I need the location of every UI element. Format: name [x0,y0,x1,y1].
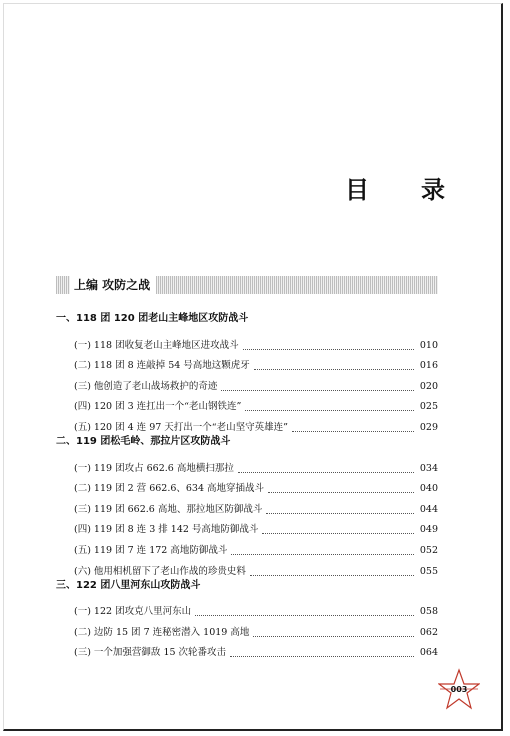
entry-title: (一) 118 团收复老山主峰地区进攻战斗 [74,339,239,351]
entry-page: 025 [419,401,438,413]
toc-entry[interactable] [56,496,438,517]
entry-page: 034 [419,462,438,474]
section-title[interactable]: 一、118 团 120 团老山主峰地区攻防战斗 [56,313,249,324]
entry-page: 029 [419,421,438,433]
entry-title: (三) 他创造了老山战场救护的奇迹 [74,380,218,392]
page-title-char-2: 录 [421,175,445,204]
entry-title: (六) 他用相机留下了老山作战的珍贵史料 [74,565,246,577]
toc-entry[interactable] [56,373,438,394]
entry-title: (四) 119 团 8 连 3 排 142 号高地防御战斗 [74,524,259,536]
entry-page: 064 [419,647,438,659]
section-title[interactable]: 二、119 团松毛岭、那拉片区攻防战斗 [56,435,231,447]
entry-title: (三) 119 团 662.6 高地、那拉地区防御战斗 [74,503,263,515]
table-of-contents [56,312,438,660]
entry-page: 044 [419,503,438,515]
entry-title: (四) 120 团 3 连扛出一个“老山钢铁连” [74,401,242,413]
dot-leader [254,369,414,370]
entry-title: (二) 119 团 2 营 662.6、634 高地穿插战斗 [74,483,265,495]
toc-entry[interactable] [56,640,438,661]
toc-entry[interactable] [56,517,438,538]
entry-title: (二) 118 团 8 连敲掉 54 号高地这颗虎牙 [74,360,250,372]
entry-title: (一) 119 团攻占 662.6 高地横扫那拉 [74,462,234,474]
page-title [345,170,445,205]
page-number: 003 [450,685,468,694]
entry-page: 040 [419,483,438,495]
dot-leader [245,410,414,411]
entry-page: 062 [419,626,438,638]
dot-leader [230,656,414,657]
dot-leader [266,513,414,514]
toc-entry[interactable] [56,599,438,620]
dot-leader [262,533,414,534]
toc-entry[interactable] [56,476,438,497]
dot-leader [195,615,414,616]
toc-section-3 [56,579,438,661]
toc-entry[interactable] [56,332,438,353]
toc-entry[interactable] [56,394,438,415]
part-bar-pattern [156,276,438,294]
entry-page: 055 [419,565,438,577]
toc-entry[interactable] [56,537,438,558]
dot-leader [253,636,414,637]
dot-leader [238,472,414,473]
dot-leader [231,554,414,555]
toc-section-2 [56,435,438,579]
dot-leader [250,575,414,576]
entry-title: (二) 边防 15 团 7 连秘密潜入 1019 高地 [74,626,250,638]
page-number-badge [438,668,480,710]
dot-leader [221,390,414,391]
section-title[interactable]: 三、122 团八里河东山攻防战斗 [56,579,201,591]
entry-title: (五) 120 团 4 连 97 天打出一个“老山坚守英雄连” [74,421,289,433]
part-bar-lead-pattern [56,276,70,294]
entry-page: 058 [419,606,438,618]
entry-page: 052 [419,544,438,556]
entry-page: 016 [419,360,438,372]
dot-leader [268,492,414,493]
entry-page: 020 [419,380,438,392]
toc-section-1 [56,312,438,435]
dot-leader [292,431,414,432]
entry-page: 049 [419,524,438,536]
toc-entry[interactable] [56,619,438,640]
entry-page: 010 [419,339,438,351]
entry-title: (一) 122 团攻克八里河东山 [74,606,192,618]
part-title: 上编 攻防之战 [70,276,156,294]
toc-entry[interactable] [56,558,438,579]
entry-title: (五) 119 团 7 连 172 高地防御战斗 [74,544,228,556]
entry-title: (三) 一个加强营御敌 15 次轮番攻击 [74,647,227,659]
toc-entry[interactable] [56,455,438,476]
toc-entry[interactable] [56,353,438,374]
part-header-bar [56,276,438,294]
dot-leader [243,349,414,350]
page-title-char-1: 目 [345,175,369,204]
toc-entry[interactable] [56,414,438,435]
